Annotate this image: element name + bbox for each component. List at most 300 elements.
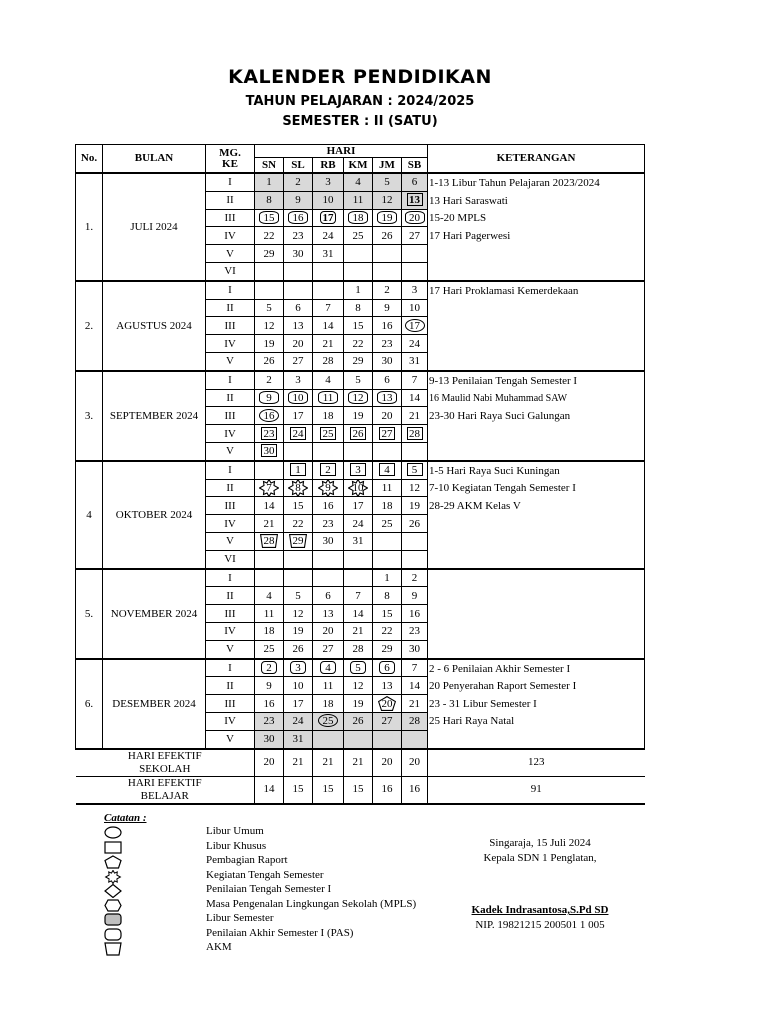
day-cell (344, 245, 373, 263)
diamond-icon (104, 884, 124, 899)
summary-value: 20 (255, 749, 284, 777)
day-cell: 20 (284, 335, 313, 353)
day-cell: 28 (344, 640, 373, 658)
day-cell: 17 (344, 497, 373, 515)
week-number: IV (206, 227, 255, 245)
day-cell: 18 (373, 497, 402, 515)
star-mark (349, 480, 367, 496)
day-number: 30 (263, 445, 275, 458)
day-number: 10 (352, 481, 364, 494)
day-number: 8 (295, 481, 301, 494)
summary-value: 15 (284, 776, 313, 804)
day-cell (344, 569, 373, 587)
day-cell (255, 461, 284, 479)
day-cell: 22 (344, 335, 373, 353)
day-cell (373, 659, 402, 677)
hexagon-mark (288, 211, 308, 224)
day-cell: 17 (284, 407, 313, 425)
rect-mark (290, 427, 306, 440)
day-cell: 30 (402, 640, 428, 658)
day-cell (402, 245, 428, 263)
rect-mark (379, 463, 395, 476)
day-cell (284, 569, 313, 587)
academic-year: TAHUN PELAJARAN : 2024/2025 (245, 94, 475, 109)
day-cell: 11 (344, 191, 373, 209)
week-number: IV (206, 425, 255, 443)
day-cell (402, 262, 428, 280)
hexagon-mark (405, 211, 425, 224)
trapezoid-mark (289, 534, 307, 548)
day-cell (284, 209, 313, 227)
day-cell: 16 (373, 317, 402, 335)
day-number: 3 (295, 661, 301, 674)
keterangan-item: 16 Maulid Nabi Muhammad SAW (429, 393, 568, 405)
summary-value: 14 (255, 776, 284, 804)
week-number: II (206, 191, 255, 209)
month-name: DESEMBER 2024 (103, 659, 206, 749)
day-cell (255, 550, 284, 568)
week-number: IV (206, 335, 255, 353)
day-cell: 21 (255, 515, 284, 533)
week-row (76, 461, 645, 479)
day-cell (284, 550, 313, 568)
keterangan-item: 15-20 MPLS (429, 212, 487, 225)
day-cell (255, 407, 284, 425)
day-cell (255, 659, 284, 677)
day-cell (373, 262, 402, 280)
day-number: 29 (292, 535, 304, 548)
day-cell (284, 389, 313, 407)
day-cell (373, 695, 402, 713)
week-row (76, 173, 645, 191)
day-cell: 26 (402, 515, 428, 533)
rect-mark (261, 427, 277, 440)
summary-row (76, 776, 645, 804)
oval-icon (104, 826, 124, 841)
semester-label: SEMESTER : II (SATU) (282, 114, 438, 129)
rect-icon (104, 841, 124, 856)
legend-label: Pembagian Raport (206, 854, 288, 866)
day-number: 16 (263, 409, 275, 422)
day-cell: 19 (255, 335, 284, 353)
day-cell: 8 (255, 191, 284, 209)
day-cell: 12 (284, 605, 313, 623)
day-cell (255, 281, 284, 299)
header-day-sb: SB (402, 158, 428, 174)
day-cell (313, 442, 344, 460)
day-cell: 9 (402, 587, 428, 605)
day-cell: 27 (284, 352, 313, 370)
header-day-km: KM (344, 158, 373, 174)
oval-mark (259, 409, 279, 422)
header-day-sn: SN (255, 158, 284, 174)
day-number: 11 (322, 391, 334, 404)
month-keterangan (428, 173, 645, 281)
keterangan-item: 28-29 AKM Kelas V (429, 499, 521, 512)
hexagon-mark (377, 391, 397, 404)
day-cell: 14 (313, 317, 344, 335)
day-cell (313, 262, 344, 280)
day-number: 6 (384, 661, 390, 674)
week-number: III (206, 209, 255, 227)
day-cell: 5 (344, 371, 373, 389)
day-cell (255, 442, 284, 460)
legend-label: Penilaian Tengah Semester I (206, 883, 332, 895)
month-name: JULI 2024 (103, 173, 206, 281)
sign-name: Kadek Indrasantosa,S.Pd SD (471, 904, 609, 916)
day-cell: 12 (255, 317, 284, 335)
rounded-rect-mark (320, 211, 336, 224)
hexagon-mark (288, 391, 308, 404)
month-keterangan (428, 281, 645, 371)
summary-value: 16 (373, 776, 402, 804)
day-number: 19 (381, 211, 393, 224)
day-number: 28 (409, 427, 420, 440)
day-cell (284, 479, 313, 497)
day-cell: 20 (313, 622, 344, 640)
rect-mark (407, 427, 423, 440)
day-cell (313, 281, 344, 299)
sign-position: Kepala SDN 1 Penglatan, (483, 852, 597, 864)
rounded-rect-mark (290, 661, 306, 674)
day-cell: 26 (255, 352, 284, 370)
day-cell: 4 (255, 587, 284, 605)
day-cell (313, 209, 344, 227)
day-cell (313, 425, 344, 443)
day-number: 16 (292, 211, 304, 224)
day-cell: 4 (313, 371, 344, 389)
day-cell (373, 245, 402, 263)
day-cell: 28 (313, 352, 344, 370)
day-cell: 15 (284, 497, 313, 515)
month-name: OKTOBER 2024 (103, 461, 206, 569)
day-cell: 14 (344, 605, 373, 623)
day-number: 1 (295, 464, 301, 477)
day-cell: 19 (344, 407, 373, 425)
month-no: 5. (76, 569, 103, 659)
header-row-1 (76, 145, 645, 158)
month-no: 2. (76, 281, 103, 371)
day-number: 12 (352, 391, 364, 404)
day-cell: 4 (344, 173, 373, 191)
day-number: 18 (352, 211, 364, 224)
day-cell (313, 712, 344, 730)
day-cell (402, 550, 428, 568)
day-cell: 24 (313, 227, 344, 245)
day-cell: 31 (284, 730, 313, 748)
week-row (76, 659, 645, 677)
day-cell: 20 (373, 407, 402, 425)
day-cell: 18 (255, 622, 284, 640)
day-cell: 15 (344, 317, 373, 335)
month-no: 6. (76, 659, 103, 749)
day-number: 28 (263, 535, 275, 548)
notes-section (104, 812, 664, 824)
day-cell: 1 (373, 569, 402, 587)
rect-mark (350, 427, 366, 440)
summary-value: 16 (402, 776, 428, 804)
notes-title: Catatan : (104, 812, 147, 824)
day-cell: 16 (313, 497, 344, 515)
day-number: 13 (409, 194, 420, 207)
day-cell: 18 (313, 695, 344, 713)
star-icon (104, 870, 124, 885)
day-cell (373, 389, 402, 407)
day-cell: 15 (373, 605, 402, 623)
rect-mark (290, 463, 306, 476)
day-cell: 13 (373, 677, 402, 695)
day-cell (255, 479, 284, 497)
day-cell: 11 (373, 479, 402, 497)
day-cell: 19 (284, 622, 313, 640)
day-number: 5 (355, 661, 361, 674)
day-cell (402, 442, 428, 460)
month-keterangan (428, 461, 645, 569)
legend-icons (104, 826, 124, 957)
day-cell (373, 425, 402, 443)
day-cell (402, 209, 428, 227)
day-cell: 2 (255, 371, 284, 389)
day-cell (284, 532, 313, 550)
pentagon-mark (378, 696, 396, 711)
summary-value: 21 (313, 749, 344, 777)
summary-value: 20 (402, 749, 428, 777)
day-cell (284, 281, 313, 299)
week-row (76, 281, 645, 299)
rect-mark (407, 193, 423, 206)
day-cell: 21 (402, 407, 428, 425)
day-cell: 17 (284, 695, 313, 713)
week-number: II (206, 677, 255, 695)
summary-value: 20 (373, 749, 402, 777)
day-cell (313, 461, 344, 479)
day-cell: 7 (313, 299, 344, 317)
day-cell: 3 (313, 173, 344, 191)
day-number: 13 (381, 391, 393, 404)
month-no: 3. (76, 371, 103, 461)
header-hari: HARI (255, 145, 428, 158)
day-number: 4 (325, 661, 331, 674)
day-cell (402, 730, 428, 748)
day-cell: 19 (402, 497, 428, 515)
month-keterangan (428, 659, 645, 749)
day-cell: 21 (313, 335, 344, 353)
keterangan-item: 1-5 Hari Raya Suci Kuningan (429, 464, 560, 477)
day-number: 25 (322, 427, 334, 440)
day-cell (402, 532, 428, 550)
day-cell (344, 461, 373, 479)
day-cell: 30 (284, 245, 313, 263)
summary-total: 123 (428, 749, 645, 777)
rounded-rect-mark (379, 661, 395, 674)
keterangan-item: 25 Hari Raya Natal (429, 715, 515, 728)
day-cell (344, 550, 373, 568)
day-cell: 13 (284, 317, 313, 335)
header-bulan: BULAN (103, 145, 206, 174)
day-cell (255, 425, 284, 443)
keterangan-item: 23 - 31 Libur Semester I (429, 697, 537, 710)
day-cell: 1 (344, 281, 373, 299)
keterangan-item: 17 Hari Proklamasi Kemerdekaan (429, 284, 579, 297)
day-cell: 10 (284, 677, 313, 695)
legend-label: Penilaian Akhir Semester I (PAS) (206, 926, 354, 939)
rect-mark (320, 463, 336, 476)
oval-mark (318, 714, 338, 727)
summary-value: 15 (344, 776, 373, 804)
day-cell (284, 262, 313, 280)
hexagon-icon (104, 899, 124, 914)
day-number: 2 (266, 661, 272, 674)
rect-mark (350, 463, 366, 476)
day-cell: 31 (402, 352, 428, 370)
day-cell: 12 (373, 191, 402, 209)
day-cell: 23 (284, 227, 313, 245)
day-cell: 7 (402, 659, 428, 677)
day-cell: 8 (373, 587, 402, 605)
week-number: I (206, 461, 255, 479)
week-number: IV (206, 515, 255, 533)
day-number: 7 (266, 481, 272, 494)
day-cell (255, 209, 284, 227)
day-cell (344, 442, 373, 460)
day-cell: 13 (313, 605, 344, 623)
week-number: III (206, 497, 255, 515)
day-cell: 9 (284, 191, 313, 209)
week-number: II (206, 389, 255, 407)
day-cell: 5 (284, 587, 313, 605)
hexagon-mark (318, 391, 338, 404)
day-cell: 18 (313, 407, 344, 425)
day-cell (373, 442, 402, 460)
day-cell: 25 (344, 227, 373, 245)
day-cell (402, 425, 428, 443)
day-cell: 16 (255, 695, 284, 713)
day-number: 17 (409, 319, 420, 332)
sign-nip: NIP. 19821215 200501 1 005 (475, 919, 605, 931)
rect-mark (407, 463, 423, 476)
rect-mark (320, 427, 336, 440)
month-keterangan (428, 569, 645, 659)
day-cell: 5 (255, 299, 284, 317)
day-cell: 19 (344, 695, 373, 713)
rounded-rect-icon (104, 928, 124, 943)
day-number: 24 (292, 427, 304, 440)
day-number: 9 (266, 391, 272, 404)
summary-total: 91 (428, 776, 645, 804)
day-cell: 30 (255, 730, 284, 748)
week-number: I (206, 659, 255, 677)
day-cell: 3 (284, 371, 313, 389)
day-cell: 10 (313, 191, 344, 209)
summary-row (76, 749, 645, 777)
month-keterangan (428, 371, 645, 461)
day-number: 9 (325, 481, 331, 494)
week-number: V (206, 730, 255, 748)
day-cell (313, 479, 344, 497)
week-number: III (206, 695, 255, 713)
day-cell: 6 (373, 371, 402, 389)
legend-label: Libur Umum (206, 825, 264, 837)
week-number: V (206, 245, 255, 263)
day-cell: 2 (284, 173, 313, 191)
week-number: VI (206, 550, 255, 568)
day-cell: 22 (255, 227, 284, 245)
day-number: 25 (322, 715, 334, 728)
day-cell (402, 461, 428, 479)
day-cell: 26 (344, 712, 373, 730)
day-cell: 26 (284, 640, 313, 658)
header-keterangan: KETERANGAN (428, 145, 645, 174)
legend-labels (206, 824, 416, 955)
day-cell (255, 532, 284, 550)
header-no: No. (76, 145, 103, 174)
day-number: 2 (325, 464, 331, 477)
star-mark (319, 480, 337, 496)
day-cell: 11 (313, 677, 344, 695)
day-cell: 25 (373, 515, 402, 533)
day-cell (313, 569, 344, 587)
keterangan-item: 9-13 Penilaian Tengah Semester I (429, 374, 578, 387)
star-mark (260, 480, 278, 496)
legend-label: Masa Pengenalan Lingkungan Sekolah (MPLS) (206, 897, 417, 910)
day-cell (344, 659, 373, 677)
summary-value: 15 (313, 776, 344, 804)
summary-label: HARI EFEKTIF SEKOLAH (76, 749, 255, 777)
summary-value: 21 (344, 749, 373, 777)
hexagon-mark (348, 391, 368, 404)
day-cell: 11 (255, 605, 284, 623)
week-row (76, 569, 645, 587)
summary-value: 21 (284, 749, 313, 777)
day-cell (255, 389, 284, 407)
day-cell (284, 442, 313, 460)
day-cell (284, 659, 313, 677)
day-cell (344, 425, 373, 443)
day-cell: 5 (373, 173, 402, 191)
day-number: 3 (355, 464, 361, 477)
header-day-jm: JM (373, 158, 402, 174)
day-cell (313, 730, 344, 748)
day-cell: 30 (313, 532, 344, 550)
day-number: 23 (263, 427, 275, 440)
day-cell: 27 (313, 640, 344, 658)
day-cell: 24 (402, 335, 428, 353)
day-cell (373, 730, 402, 748)
day-cell (344, 262, 373, 280)
week-number: IV (206, 622, 255, 640)
day-cell (313, 389, 344, 407)
day-cell: 7 (402, 371, 428, 389)
day-cell (313, 659, 344, 677)
week-number: V (206, 442, 255, 460)
week-number: V (206, 640, 255, 658)
week-row (76, 371, 645, 389)
legend-label: Kegiatan Tengah Semester (206, 868, 324, 881)
day-cell: 29 (344, 352, 373, 370)
rounded-rect-mark (350, 661, 366, 674)
day-cell: 31 (313, 245, 344, 263)
star-mark (289, 480, 307, 496)
week-number: III (206, 317, 255, 335)
header-day-sl: SL (284, 158, 313, 174)
day-cell (344, 209, 373, 227)
legend-label: Libur Semester (206, 912, 274, 924)
month-no: 1. (76, 173, 103, 281)
day-cell: 1 (255, 173, 284, 191)
gray-rect-icon (104, 913, 124, 928)
trapezoid-icon (104, 942, 124, 957)
day-cell (284, 425, 313, 443)
